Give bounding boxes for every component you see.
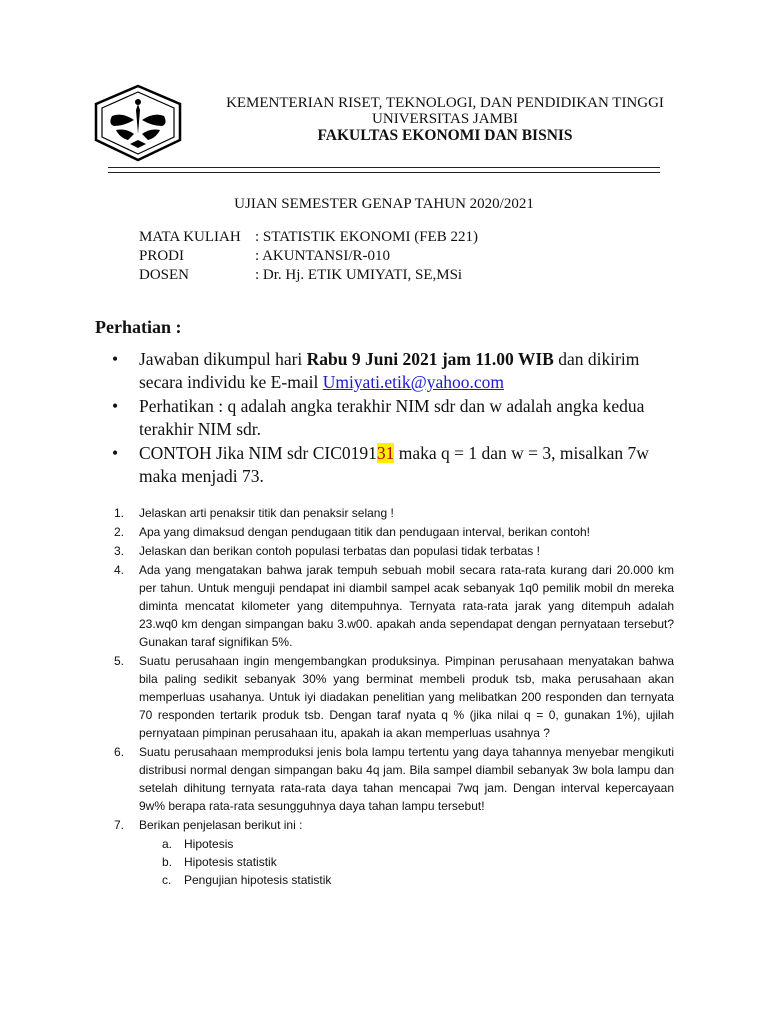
question-item: 5. Suatu perusahaan ingin mengembangkan produksinya. Pimpinan perusahaan menyatakan bahwa bila paling sedikit sebanyak 30% yang berminat membeli produk tsb, maka perusahaan akan memperluas usahanya. Untuk iyi diadakan penelitian yang melibatkan 200 responden dan ternyata 70 responden tertarik produk tsb. Dengan taraf nyata q % (jika nilai q = 0, gunakan 1%), ujilah pernyataan pimpinan perusahaan itu, apakah ia akan memperluas usahnya ? [114, 654, 674, 740]
sub-item: a. Hipotesis [162, 837, 234, 851]
instruction-item: • Jawaban dikumpul hari Rabu 9 Juni 2021 jam 11.00 WIB dan dikirim secara individu ke E-mail Umiyati.etik@yahoo.com [112, 349, 640, 392]
info-value: : AKUNTANSI/R-010 [255, 248, 391, 264]
question-item: 1. Jelaskan arti penaksir titik dan penaksir selang ! [114, 506, 394, 520]
question-list [112, 504, 674, 889]
instruction-list [112, 348, 682, 489]
bullet-icon: • [112, 396, 119, 416]
sub-item: c. Pengujian hipotesis statistik [162, 873, 332, 887]
bullet-icon: • [112, 349, 119, 369]
attention-heading: Perhatian : [95, 317, 182, 337]
email-link[interactable]: Umiyati.etik@yahoo.com [322, 372, 505, 392]
info-row-course [139, 228, 478, 246]
info-key: PRODI [139, 248, 185, 264]
question-item: 4. Ada yang mengatakan bahwa jarak tempuh sebuah mobil secara rata-rata kurang dari 20.000 km per tahun. Untuk menguji pendapat ini diambil sampel acak sebanyak 1q0 pemilik mobil dn mereka diminta mencatat kilometer yang ditempuhnya. Ternyata rata-rata jarak yang ditempuh adalah 23.wq0 km dengan simpangan baku 3.w00. apakah anda sependapat dengan pernyataan tersebut? Gunakan taraf signifikan 5%. [114, 563, 674, 649]
highlighted-digits: 31 [376, 443, 395, 463]
faculty-name: FAKULTAS EKONOMI DAN BISNIS [317, 127, 573, 144]
info-key: DOSEN [139, 267, 190, 283]
bullet-icon: • [112, 443, 119, 463]
header-separator [108, 167, 660, 173]
instruction-item: • Perhatikan : q adalah angka terakhir NIM sdr dan w adalah angka kedua terakhir NIM sdr. [112, 396, 645, 439]
ministry-name: KEMENTERIAN RISET, TEKNOLOGI, DAN PENDIDIKAN TINGGI [226, 95, 664, 111]
info-key: MATA KULIAH [139, 229, 241, 245]
question-item: 3. Jelaskan dan berikan contoh populasi terbatas dan populasi tidak terbatas ! [114, 544, 540, 558]
info-row-program [139, 247, 390, 265]
info-value: : STATISTIK EKONOMI (FEB 221) [255, 229, 478, 245]
exam-title: UJIAN SEMESTER GENAP TAHUN 2020/2021 [234, 196, 534, 212]
question-item: 6. Suatu perusahaan memproduksi jenis bola lampu tertentu yang daya tahannya menyebar mengikuti distribusi normal dengan simpangan baku 4q jam. Bila sampel diambil sebanyak 3w bola lampu dan setelah dihitung ternyata rata-rata daya tahan mencapai 7wq jam. Dengan interval kepercayaan 9w% berapa rata-rata sesungguhnya daya tahan lampu tersebut! [114, 745, 674, 813]
info-row-lecturer [139, 266, 462, 284]
sub-item: b. Hipotesis statistik [162, 855, 277, 869]
university-name: UNIVERSITAS JAMBI [372, 111, 518, 127]
question-item: 2. Apa yang dimaksud dengan pendugaan titik dan pendugaan interval, berikan contoh! [114, 525, 591, 539]
info-value: : Dr. Hj. ETIK UMIYATI, SE,MSi [255, 267, 463, 283]
instruction-item: • CONTOH Jika NIM sdr CIC019131 maka q = 1 dan w = 3, misalkan 7w maka menjadi 73. [112, 443, 649, 486]
question-item: 7. Berikan penjelasan berikut ini : [114, 818, 303, 832]
